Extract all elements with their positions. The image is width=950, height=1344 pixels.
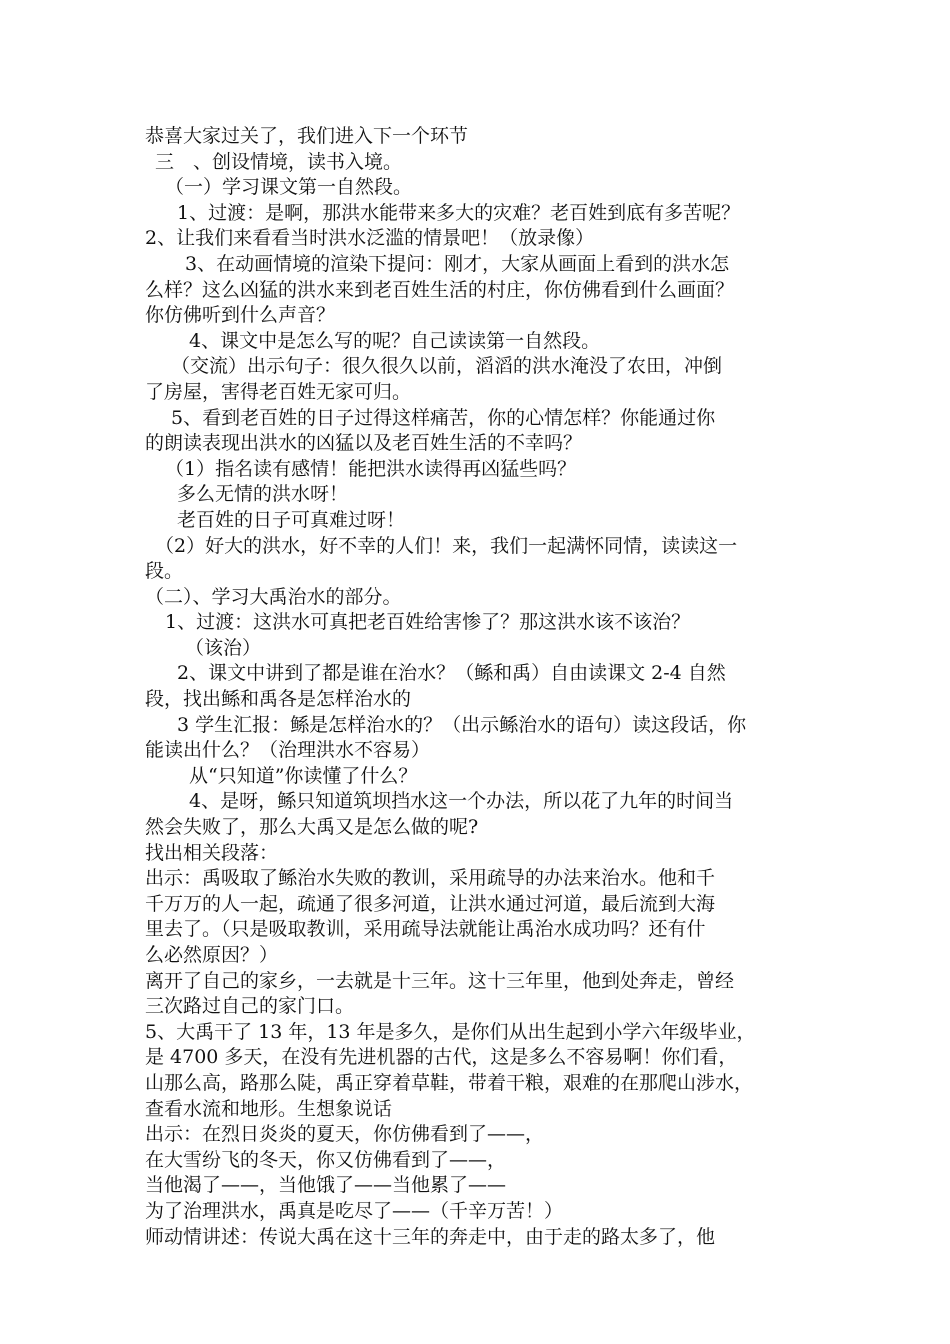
text-line: 4、课文中是怎么写的呢？自己读读第一自然段。 (189, 329, 601, 352)
text-line: 多么无情的洪水呀！ (177, 483, 349, 506)
section-heading: 三 、创设情境，读书入境。 (155, 150, 403, 173)
text-line: 能读出什么？（治理洪水不容易） (145, 739, 431, 762)
text-line: （1）指名读有感情！能把洪水读得再凶猛些吗？ (165, 457, 577, 480)
text-line: 查看水流和地形。生想象说话 (145, 1097, 393, 1120)
text-line: 找出相关段落： (145, 841, 279, 864)
text-line: 2、让我们来看看当时洪水泛滥的情景吧！（放录像） (145, 227, 595, 250)
text-line: 千万万的人一起，疏通了很多河道，让洪水通过河道，最后流到大海 (145, 892, 716, 915)
text-line: 师动情讲述：传说大禹在这十三年的奔走中，由于走的路太多了，他 (145, 1225, 716, 1248)
text-line: （2）好大的洪水，好不幸的人们！来，我们一起满怀同情，读读这一 (155, 534, 738, 557)
text-line: 了房屋，害得老百姓无家可归。 (145, 380, 412, 403)
subsection-heading: （一）学习课文第一自然段。 (165, 176, 413, 199)
text-line: 1、过渡：这洪水可真把老百姓给害惨了？那这洪水该不该治？ (165, 611, 691, 634)
text-line: 2、课文中讲到了都是谁在治水？（鲧和禹）自由读课文 2-4 自然 (177, 662, 726, 685)
text-line: 3 学生汇报：鲧是怎样治水的？（出示鲧治水的语句）读这段话，你 (177, 713, 747, 736)
text-line: 3、在动画情境的渲染下提问：刚才，大家从画面上看到的洪水怎 (185, 252, 730, 275)
text-line: 出示：禹吸取了鲧治水失败的教训，采用疏导的办法来治水。他和千 (145, 867, 716, 890)
text-line: 是 4700 多天，在没有先进机器的古代，这是多么不容易啊！你们看， (145, 1046, 738, 1069)
text-line: 当他渴了——，当他饿了——当他累了—— (145, 1174, 507, 1197)
document-body (145, 124, 815, 1250)
text-line: 4、是呀，鲧只知道筑坝挡水这一个办法，所以花了九年的时间当 (189, 790, 734, 813)
text-line: 段，找出鲧和禹各是怎样治水的 (145, 688, 412, 711)
text-line: （交流）出示句子：很久很久以前，滔滔的洪水淹没了农田，冲倒 (171, 355, 723, 378)
text-line: （该治） (185, 636, 262, 659)
text-line: 三次路过自己的家门口。 (145, 995, 355, 1018)
text-line: 从“只知道”你读懂了什么？ (189, 764, 418, 787)
text-line: 1、过渡：是啊，那洪水能带来多大的灾难？老百姓到底有多苦呢？ (177, 201, 741, 224)
text-line: 恭喜大家过关了，我们进入下一个环节 (145, 125, 469, 147)
text-line: 里去了。（只是吸取教训，采用疏导法就能让禹治水成功吗？还有什 (145, 918, 706, 941)
text-line: 为了治理洪水，禹真是吃尽了——（千辛万苦！） (145, 1199, 564, 1222)
text-line: 5、看到老百姓的日子过得这样痛苦，你的心情怎样？你能通过你 (171, 406, 716, 429)
text-line: 5、大禹干了 13 年，13 年是多久，是你们从出生起到小学六年级毕业， (145, 1020, 756, 1043)
subsection-heading: （二）、学习大禹治水的部分。 (145, 585, 402, 608)
text-line: 么样？这么凶猛的洪水来到老百姓生活的村庄，你仿佛看到什么画面？ (145, 278, 735, 301)
text-line: 在大雪纷飞的冬天，你又仿佛看到了——， (145, 1148, 507, 1171)
text-line: 离开了自己的家乡，一去就是十三年。这十三年里，他到处奔走，曾经 (145, 969, 735, 992)
text-line: 然会失败了，那么大禹又是怎么做的呢? (145, 816, 479, 839)
text-line: 你仿佛听到什么声音？ (145, 304, 336, 327)
text-line: 老百姓的日子可真难过呀！ (177, 508, 406, 531)
text-line: 么必然原因？） (145, 944, 279, 966)
text-line: 的朗读表现出洪水的凶猛以及老百姓生活的不幸吗？ (145, 432, 583, 455)
text-line: 段。 (145, 560, 184, 583)
text-line: 出示：在烈日炎炎的夏天，你仿佛看到了——， (145, 1123, 545, 1146)
text-line: 山那么高，路那么陡，禹正穿着草鞋，带着干粮，艰难的在那爬山涉水， (145, 1071, 754, 1094)
